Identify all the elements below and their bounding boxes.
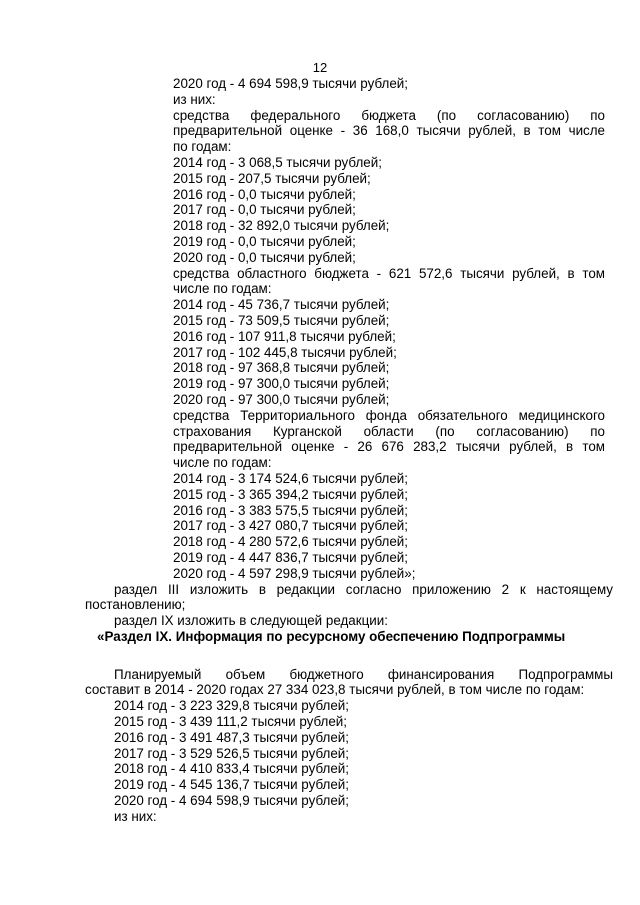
section3-line: раздел III изложить в редакции согласно приложению 2 к настоящему [114,581,613,597]
text-line: 2020 год - 4 694 598,9 тысячи рублей; [173,76,408,91]
planned-line: составит в 2014 - 2020 годах 27 334 023,8 тысячи рублей, в том числе по годам: [85,682,585,698]
fund-year-item: 2014 год - 3 174 524,6 тысячи рублей; [173,470,408,486]
fund-line: предварительной оценке - 26 676 283,2 тысячи рублей, в том [173,439,605,455]
planned-year-item: 2018 год - 4 410 833,4 тысячи рублей; [114,761,349,777]
page-number: 12 [312,60,328,75]
planned-year-item: 2016 год - 3 491 487,3 тысячи рублей; [114,729,349,745]
fund-year-item: 2019 год - 4 447 836,7 тысячи рублей; [173,549,408,565]
federal-year-item: 2016 год - 0,0 тысячи рублей; [173,186,356,202]
fund-year-item: 2020 год - 4 597 298,9 тысячи рублей»; [173,565,416,581]
regional-year-item: 2014 год - 45 736,7 тысячи рублей; [173,297,390,313]
regional-year-item: 2020 год - 97 300,0 тысячи рублей; [173,391,390,407]
fund-year-item: 2016 год - 3 383 575,5 тысячи рублей; [173,502,408,518]
regional-year-item: 2018 год - 97 368,8 тысячи рублей; [173,360,390,376]
federal-year-item: 2014 год - 3 068,5 тысячи рублей; [173,154,382,170]
fund-year-item: 2017 год - 3 427 080,7 тысячи рублей; [173,518,408,534]
federal-year-item: 2015 год - 207,5 тысячи рублей; [173,170,371,186]
regional-budget-line: числе по годам: [173,281,272,297]
planned-year-item: 2017 год - 3 529 526,5 тысячи рублей; [114,745,349,761]
planned-tail: из них: [114,808,157,824]
federal-budget-line: предварительной оценке - 36 168,0 тысячи рублей, в том числе [173,123,605,139]
federal-budget-line: средства федерального бюджета (по согласованию) по [173,107,605,123]
planned-year-item: 2019 год - 4 545 136,7 тысячи рублей; [114,777,349,793]
regional-year-item: 2016 год - 107 911,8 тысячи рублей; [173,328,396,344]
regional-budget-line: средства областного бюджета - 621 572,6 тысячи рублей, в том [173,265,605,281]
fund-year-item: 2015 год - 3 365 394,2 тысячи рублей; [173,486,408,502]
federal-year-item: 2019 год - 0,0 тысячи рублей; [173,233,356,249]
regional-year-item: 2015 год - 73 509,5 тысячи рублей; [173,312,390,328]
federal-year-item: 2020 год - 0,0 тысячи рублей; [173,249,356,265]
document-body [0,76,640,825]
planned-line: Планируемый объем бюджетного финансирования Подпрограммы [114,666,613,682]
regional-year-item: 2019 год - 97 300,0 тысячи рублей; [173,376,390,392]
fund-year-item: 2018 год - 4 280 572,6 тысячи рублей; [173,534,408,550]
fund-line: числе по годам: [173,455,272,471]
text-line: из них: [173,91,216,107]
section3-line: постановлению; [85,597,186,613]
planned-year-item: 2014 год - 3 223 329,8 тысячи рублей; [114,698,349,714]
section9-intro: раздел IX изложить в следующей редакции: [114,613,388,629]
fund-line: средства Территориального фонда обязательного медицинского [173,407,605,423]
federal-year-item: 2018 год - 32 892,0 тысячи рублей; [173,218,390,234]
regional-year-item: 2017 год - 102 445,8 тысячи рублей; [173,344,397,360]
federal-budget-line: по годам: [173,139,232,155]
fund-line: страхования Курганской области (по согласованию) по [173,423,605,439]
planned-year-item: 2020 год - 4 694 598,9 тысячи рублей; [114,793,349,809]
planned-year-item: 2015 год - 3 439 111,2 тысячи рублей; [114,714,347,730]
section9-heading: «Раздел IX. Информация по ресурсному обеспечению Подпрограммы [97,628,566,644]
federal-year-item: 2017 год - 0,0 тысячи рублей; [173,202,356,218]
